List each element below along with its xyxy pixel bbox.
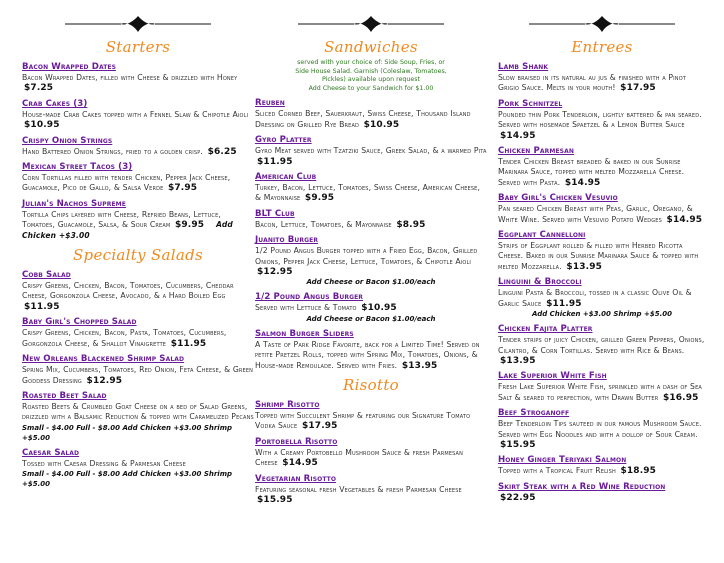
item-name: Vegetarian Risotto: [255, 473, 337, 484]
item-price: $11.95: [546, 298, 582, 309]
item-price: $15.95: [257, 495, 293, 506]
item-description: Crispy Greens, Chicken, Bacon, Pasta, Tomatoes, Cucumbers, Gorgonzola Cheese, & Shallot Vinaigrette $11.95: [22, 328, 227, 349]
item-description: A Taste of Park Ridge Favorite, back for a Limited Time! Served on petite Pretzel Rolls, topped with Spring Mix, Tomatoes, Onions, & House-made Remoulade. Served with Fries. $13.95: [255, 339, 480, 371]
item-description: Crispy Greens, Chicken, Bacon, Tomatoes, Cucumbers, Cheddar Cheese, Gorgonzola Cheese, Avocado, & a Hard Boiled Egg $11.95: [22, 281, 234, 312]
item-addon: Add Chicken +$3.00: [22, 220, 233, 240]
item-price: $11.95: [24, 301, 60, 312]
item-description: Bacon Wrapped Dates, filled with Cheese & drizzled with Honey $7.25: [22, 73, 238, 94]
flourish-ornament-icon: [22, 14, 254, 36]
item-description: Tossed with Caesar Dressing & Parmesan Cheese: [22, 458, 186, 468]
item-price: $11.95: [257, 156, 293, 167]
menu-item: [22, 391, 254, 443]
item-description: Pan seared Chicken Breast with Peas, Garlic, Oregano, & White Wine. Served with Vesuvio Potato Wedges $14.95: [498, 204, 703, 225]
item-description: Hand Battered Onion Strings, fried to a golden crisp. $6.25: [22, 146, 237, 157]
item-description: Sliced Corned Beef, Sauerkraut, Swiss Cheese, Thousand Island Dressing on Grilled Rye Bread $10.95: [255, 109, 471, 130]
item-price: $10.95: [361, 303, 397, 314]
item-price: $11.95: [170, 338, 207, 349]
menu-item: [498, 62, 706, 94]
item-description: Tortilla Chips layered with Cheese, Refried Beans, Lettuce, Tomatoes, Guacamole, Salsa, & Sour Cream $9.95 Add Chicken +$3.00: [22, 209, 233, 240]
menu-item: [255, 474, 487, 506]
item-name: Linguini & Broccoli: [498, 277, 582, 288]
section-title-starters: Starters: [105, 38, 171, 56]
subtitle-line: Add Cheese to your Sandwich for $1.00: [308, 84, 434, 92]
item-price: $22.95: [500, 492, 536, 503]
menu-item: [498, 482, 706, 503]
section-title-risotto: Risotto: [342, 376, 399, 395]
item-price: $12.95: [86, 375, 123, 386]
item-name: Bacon Wrapped Dates: [22, 62, 117, 72]
item-name: Crispy Onion Strings: [22, 135, 113, 146]
flourish-ornament-icon: [255, 14, 487, 36]
item-addon-line: Add Cheese or Bacon $1.00/each: [306, 278, 436, 287]
item-description: Pounded thin Pork Tenderloin, lightly battered & pan seared. Served with hosemade Spaetzel & a Lemon Butter Sauce $14.95: [498, 109, 702, 141]
item-price: $7.95: [167, 183, 198, 194]
item-price: $10.95: [363, 119, 400, 130]
sandwiches-list: [255, 98, 487, 371]
subtitle-line: served with your choice of: Side Soup, Fries, or: [297, 59, 445, 66]
item-name: Beef Stroganoff: [498, 408, 570, 419]
item-name: Juanito Burger: [255, 235, 319, 246]
item-name: Pork Schnitzel: [498, 98, 563, 109]
column-middle: [255, 14, 487, 511]
item-description: Featuring seasonal fresh Vegetables & fresh Parmesan Cheese $15.95: [255, 484, 462, 506]
menu-item: [255, 135, 487, 167]
item-price: $10.95: [24, 120, 60, 131]
menu-item: [498, 408, 706, 450]
item-description: Topped with a Tropical Fruit Relish $18.95: [498, 466, 657, 477]
item-description: 1/2 Pound Angus Burger topped with a Fried Egg, Bacon, Grilled Onions, Pepper Jack Cheese, Lettuce, Tomatoes, & Chipotle Aioli $12.95: [255, 246, 478, 278]
item-price: $18.95: [620, 466, 657, 477]
sandwiches-subtitle: [255, 59, 487, 93]
menu-item: [255, 172, 487, 204]
item-price: $16.95: [662, 392, 699, 403]
item-price: $13.95: [500, 355, 536, 366]
menu-item: [22, 448, 254, 489]
item-price: $6.25: [207, 146, 237, 157]
item-description: Gyro Meat served with Tzatziki Sauce, Greek Salad, & a warmed Pita $11.95: [255, 146, 487, 167]
section-title-sandwiches: Sandwiches: [324, 38, 418, 56]
menu-item: [255, 209, 487, 230]
item-name: Reuben: [255, 98, 285, 109]
item-price: $17.95: [620, 83, 656, 94]
item-description: Linguini Pasta & Broccoli, tossed in a classic Olive Oil & Garlic Sauce $11.95: [498, 288, 692, 309]
item-price: $8.95: [396, 219, 426, 230]
item-description: Turkey, Bacon, Lettuce, Tomatoes, Swiss Cheese, American Cheese, & Mayonnaise $9.95: [255, 183, 481, 204]
subtitle-line: Side House Salad. Garnish (Coleslaw, Tomatoes,: [295, 67, 447, 75]
item-name: Julian's Nachos Supreme: [22, 198, 126, 209]
menu-item: [498, 230, 706, 272]
menu-item: [498, 455, 706, 476]
item-price: $12.95: [257, 267, 293, 278]
entrees-list: [498, 62, 706, 503]
item-name: Chicken Fajita Platter: [498, 324, 593, 335]
item-price: $13.95: [566, 261, 603, 272]
menu-item: [22, 317, 254, 349]
item-price: $13.95: [401, 360, 438, 371]
menu-item: [255, 235, 487, 287]
item-name: Caesar Salad: [22, 447, 80, 458]
item-description: Strips of Eggplant rolled & filled with Herbed Ricotta Cheese. Baked in our Sunrise Marinara Sauce & topped with melted Mozzarella. $13.95: [498, 241, 699, 272]
subtitle-line: Pickles) available upon request: [321, 76, 421, 84]
item-name: Portobella Risotto: [255, 436, 338, 447]
item-price: $14.95: [282, 458, 318, 469]
item-name: Crab Cakes (3): [22, 98, 88, 109]
item-name: Baby Girl's Chicken Vesuvio: [498, 193, 618, 204]
menu-item: [255, 292, 487, 323]
item-description: [498, 493, 706, 503]
item-name: Skirt Steak with a Red Wine Reduction: [498, 481, 666, 492]
item-name: Mexican Street Tacos (3): [22, 162, 133, 173]
item-description: Roasted Beets & Crumbled Goat Cheese on a bed of Salad Greens, drizzled with a Balsamic Reduction & topped with Caramelized Pecans: [22, 401, 254, 422]
item-description: Slow braised in its natural au jus & finished with a Pinot Grigio Sauce. Melts in your mouth! $17.95: [498, 73, 686, 94]
item-price: $14.95: [666, 214, 703, 225]
menu-item: [22, 99, 254, 131]
menu-item: [255, 98, 487, 130]
menu-item: [255, 437, 487, 469]
menu-item: [498, 146, 706, 188]
item-description: Corn Tortillas filled with tender Chicken, Pepper Jack Cheese, Guacamole, Pico de Gallo, & Salsa Verde $7.95: [22, 173, 231, 194]
menu-item: [498, 371, 706, 403]
item-addon-line: Add Chicken +$3.00 Shrimp +$5.00: [532, 310, 672, 319]
item-description: Beef Tenderloin Tips sauteed in our famous Mushroom Sauce. Served with Egg Noodles and with a dollop of Sour Cream. $15.95: [498, 419, 702, 450]
item-name: American Club: [255, 172, 317, 182]
item-description: Spring Mix, Cucumbers, Tomatoes, Red Onion, Feta Cheese, & Green Goddess Dressing $12.95: [22, 365, 254, 386]
item-price: $9.95: [304, 193, 335, 204]
item-description: With a Creamy Portobello Mushroom Sauce & fresh Parmesan Cheese $14.95: [255, 447, 464, 469]
item-addon-line: Small - $4.00 Full - $8.00 Add Chicken +$3.00 Shrimp +$5.00: [22, 423, 232, 442]
flourish-ornament-icon: [498, 14, 706, 36]
salads-list: [22, 270, 254, 489]
item-addon-line: Small - $4.00 Full - $8.00 Add Chicken +$3.00 Shrimp +$5.00: [22, 470, 232, 489]
item-price: $14.95: [500, 130, 536, 141]
item-description: Bacon, Lettuce, Tomatoes, & Mayonnaise $8.95: [255, 219, 426, 230]
item-name: Eggplant Cannelloni: [498, 230, 586, 241]
item-name: Cobb Salad: [22, 270, 71, 281]
item-price: $15.95: [500, 439, 536, 450]
item-name: Chicken Parmesan: [498, 146, 574, 157]
menu-item: [498, 193, 706, 225]
menu-item: [22, 270, 254, 312]
menu-item: [255, 400, 487, 432]
starters-list: [22, 62, 254, 241]
item-addon-line: Add Cheese or Bacon $1.00/each: [306, 314, 436, 323]
item-description: Fresh Lake Superior White Fish, sprinkled with a dash of Sea Salt & seared to perfection, with Drawn Butter $16.95: [498, 382, 702, 403]
menu-item: [498, 324, 706, 366]
column-right: [498, 14, 706, 508]
menu-item: [22, 354, 254, 386]
item-name: BLT Club: [255, 208, 295, 219]
item-price: $17.95: [301, 421, 338, 432]
menu-item: [255, 329, 487, 371]
section-title-entrees: Entrees: [571, 38, 633, 56]
menu-item: [22, 62, 254, 94]
item-name: Baby Girl's Chopped Salad: [22, 317, 137, 328]
risotto-list: [255, 400, 487, 505]
item-description: Tender strips of juicy Chicken, grilled Green Peppers, Onions, Cilantro, & Corn Tortillas. Served with Rice & Beans. $13.95: [498, 335, 705, 366]
item-name: 1/2 Pound Angus Burger: [255, 292, 364, 303]
item-description: Served with Lettuce & Tomato $10.95: [255, 303, 397, 314]
column-left: [22, 14, 254, 494]
menu-item: [498, 277, 706, 319]
item-name: Salmon Burger Sliders: [255, 328, 354, 339]
menu-item: [22, 199, 254, 241]
item-price: $7.25: [24, 83, 54, 94]
item-description: House-made Crab Cakes topped with a Fennel Slaw & Chipotle Aioli $10.95: [22, 109, 249, 131]
item-price: $14.95: [564, 177, 601, 188]
item-name: Lamb Shank: [498, 62, 549, 72]
item-price: $9.95: [174, 220, 205, 231]
section-title-salads: Specialty Salads: [72, 246, 204, 265]
item-name: Roasted Beet Salad: [22, 390, 107, 401]
item-name: New Orleans Blackened Shrimp Salad: [22, 354, 185, 365]
item-name: Shrimp Risotto: [255, 400, 320, 411]
item-description: Topped with Succulent Shrimp & featuring our Signature Tomato Vodka Sauce $17.95: [255, 411, 471, 432]
menu-item: [498, 99, 706, 141]
item-description: Tender Chicken Breast breaded & baked in our Sunrise Marinara Sauce, topped with melted Mozzarella Cheese. Served with Pasta. $14.95: [498, 157, 685, 188]
menu-item: [22, 162, 254, 194]
menu-item: [22, 136, 254, 157]
item-name: Lake Superior White Fish: [498, 371, 607, 382]
item-name: Gyro Platter: [255, 135, 312, 146]
item-name: Honey Ginger Teriyaki Salmon: [498, 455, 627, 466]
